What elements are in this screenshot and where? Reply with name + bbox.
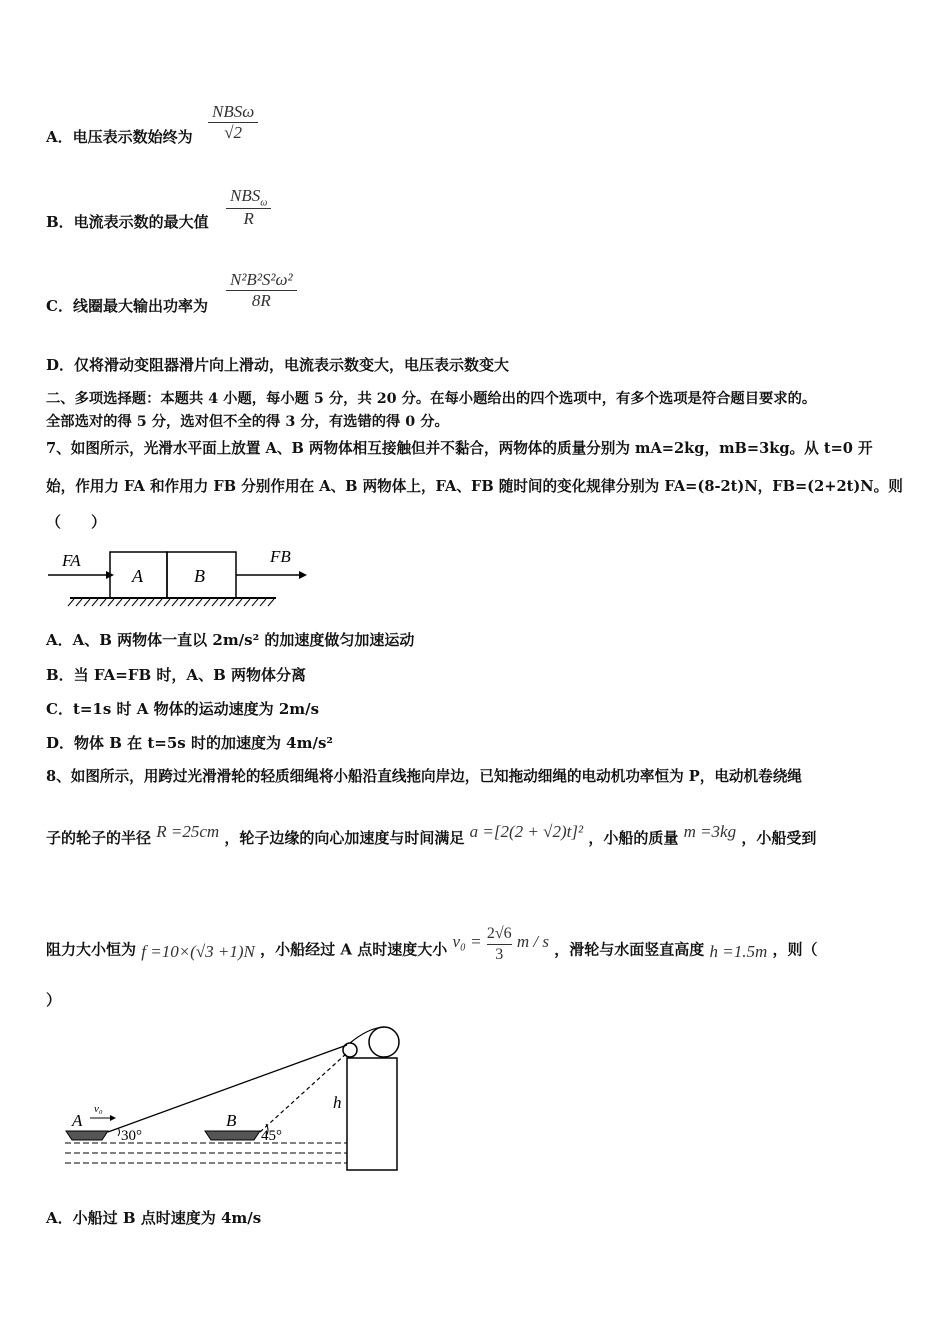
q7-stem-line2: 始，作用力 FA 和作用力 FB 分别作用在 A、B 两物体上，FA、FB 随时间的变化规律分别为 FA=(8-2t)N，FB=(2+2t)N。则: [46, 478, 903, 495]
boat-a: [66, 1131, 108, 1140]
q7-option-a: A．A、B 两物体一直以 2m/s² 的加速度做匀加速运动: [46, 631, 415, 649]
block-a-label: A: [132, 566, 143, 586]
option-c-formula: [226, 270, 297, 311]
formula-denominator: 8R: [226, 290, 297, 311]
q7-option-d: D．物体 B 在 t=5s 时的加速度为 4m/s²: [46, 734, 333, 752]
q8-stem-line3: 阻力大小恒为 f =10×(√3 +1)N ，小船经过 A 点时速度大小 v₀ = $\frac{2√6}{3}$ m / s ，滑轮与水面竖直高度 h =1.5m ，则（: [46, 925, 818, 963]
angle-30-arc: [118, 1128, 120, 1136]
q7-figure: [44, 540, 291, 612]
section-instructions: 全部选对的得 5 分，选对但不全的得 3 分，有选错的得 0 分。: [46, 414, 449, 430]
acceleration-formula: a =[2(2 + √2)t]²: [469, 822, 584, 841]
friction-formula: f =10×(√3 +1)N: [141, 941, 255, 961]
q7-option-c: C．t=1s 时 A 物体的运动速度为 2m/s: [46, 700, 320, 718]
velocity-arrowhead: [110, 1115, 116, 1121]
q7-answer-bracket: （ ）: [46, 513, 107, 531]
q8-option-a: A．小船过 B 点时速度为 4m/s: [46, 1209, 262, 1227]
block-b-label: B: [194, 566, 205, 586]
ground-hatching: [68, 599, 274, 606]
formula-denominator: √2: [208, 122, 258, 143]
q7-option-b: B．当 FA=FB 时，A、B 两物体分离: [46, 666, 306, 684]
q8-figure: [60, 1020, 410, 1175]
section-heading: 二、多项选择题：本题共 4 小题，每小题 5 分，共 20 分。在每小题给出的四个选项中，有多个选项是符合题目要求的。: [46, 391, 817, 407]
option-b: B．电流表示数的最大值: [46, 213, 209, 231]
mass-formula: m =3kg: [683, 822, 737, 841]
q8-stem-line1: 8、如图所示，用跨过光滑滑轮的轻质细绳将小船沿直线拖向岸边，已知拖动细绳的电动机功率恒为 P，电动机卷绕绳: [46, 768, 802, 785]
force-b-arrowhead: [299, 571, 307, 579]
height-formula: h =1.5m: [709, 941, 768, 961]
option-a-formula: [208, 102, 258, 143]
motor-wheel: [369, 1027, 399, 1057]
q7-stem-line1: 7、如图所示，光滑水平面上放置 A、B 两物体相互接触但并不黏合，两物体的质量分别为 mA=2kg，mB=3kg。从 t=0 开: [46, 440, 873, 457]
shore-tower: [347, 1058, 397, 1170]
formula-denominator: R: [226, 208, 271, 229]
boat-b-label: B: [226, 1111, 237, 1130]
radius-formula: R =25cm: [156, 822, 220, 841]
q8-stem-line2: 子的轮子的半径 R =25cm ，轮子边缘的向心加速度与时间满足 a =[2(2 + √2)t]² ，小船的质量 m =3kg ，小船受到: [46, 822, 817, 847]
velocity-formula: v₀ =: [452, 931, 482, 951]
angle-45-label: 45°: [261, 1128, 282, 1144]
boat-a-label: A: [72, 1111, 83, 1130]
formula-numerator: N²B²S²ω²: [230, 270, 293, 289]
height-label: h: [333, 1093, 342, 1112]
option-a: A．电压表示数始终为: [46, 128, 193, 146]
angle-30-label: 30°: [121, 1128, 142, 1144]
force-b-label: FB: [270, 547, 291, 566]
formula-numerator: $NBS_\omega$: [230, 186, 268, 209]
boat-b: [205, 1131, 260, 1140]
velocity-fraction: $\frac{2√6}{3}$: [486, 925, 512, 963]
option-c: C．线圈最大输出功率为: [46, 297, 208, 315]
velocity-label: v₀: [94, 1103, 103, 1115]
formula-numerator: NBSω: [212, 102, 255, 121]
force-a-label: FA: [62, 551, 81, 570]
velocity-unit: m / s: [516, 931, 550, 951]
q8-stem-line4: ）: [46, 991, 62, 1009]
option-b-formula: [226, 186, 271, 229]
option-d: D．仅将滑动变阻器滑片向上滑动，电流表示数变大，电压表示数变大: [46, 356, 510, 374]
